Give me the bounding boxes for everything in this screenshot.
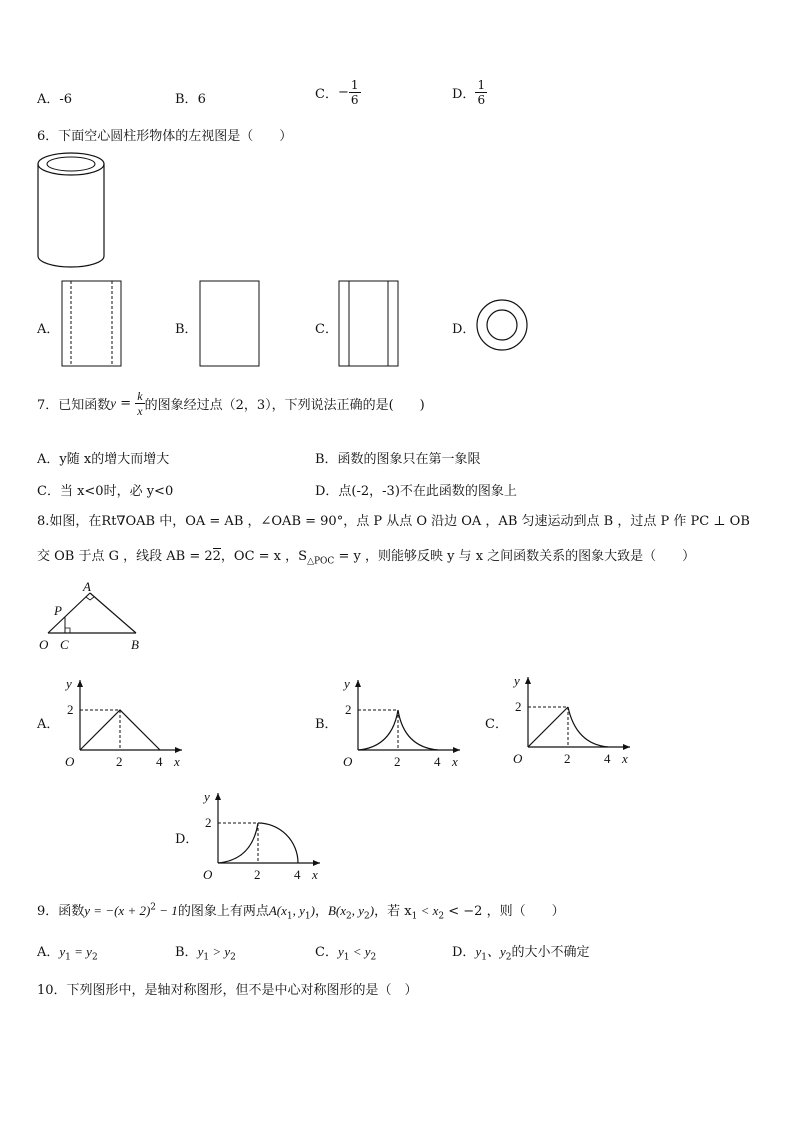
tick-x-4: 4 — [156, 754, 163, 769]
origin-label: O — [65, 754, 75, 769]
q8-line2: 交 OB 于点 G ，线段 AB = 22，OC = x ，$S_{\triangle POC} = y$ ，则能够反映 y 与 x 之间函数关系的图象大致是（ ） — [37, 549, 696, 567]
origin-label: O — [343, 754, 353, 769]
x-axis-label: x — [174, 754, 180, 769]
tick-x-2: 2 — [254, 867, 261, 882]
q5-option-d: D． $\frac{1}{6}$ — [452, 78, 486, 107]
y-axis-label: y — [204, 789, 210, 804]
fraction: $\frac{k}{x}$ — [137, 389, 143, 418]
q8-graph-d — [200, 788, 330, 888]
origin-label: O — [513, 751, 523, 766]
tick-2: 2 — [67, 702, 74, 717]
q9-option-a: A．$y_1 = y_2$ — [37, 944, 98, 963]
q7-option-a: A．y随 x的增大而增大 — [37, 452, 170, 467]
label-b: B — [131, 637, 139, 652]
q6-option-a-figure — [61, 280, 123, 368]
y-axis-label: y — [344, 676, 350, 691]
origin-label: O — [203, 867, 213, 882]
tick-x-4: 4 — [604, 751, 611, 766]
triangle-oab-figure — [36, 578, 156, 653]
q6-stem: 6．下面空心圆柱形物体的左视图是（ ） — [37, 129, 293, 144]
q8-option-d-label: D． — [175, 832, 199, 847]
q6-option-d-figure — [475, 298, 529, 352]
x-axis-label: x — [452, 754, 458, 769]
label-a: A — [83, 579, 91, 594]
q8-line1: 8.如图，在Rt∇OAB 中，OA = AB ，∠OAB = 90°，点 P 从点 O 沿边 OA ，AB 匀速运动到点 B ，过点 P 作 PC ⊥ OB — [37, 514, 750, 529]
q6-option-a-label: A． — [37, 322, 60, 337]
q7-option-d: D．点(-2，-3)不在此函数的图象上 — [315, 484, 517, 499]
q5-option-b: B．6 — [175, 92, 206, 107]
q6-option-b-figure — [199, 280, 261, 368]
tick-2: 2 — [205, 815, 212, 830]
label-p: P — [54, 603, 62, 618]
q8-option-c-label: C． — [485, 717, 508, 732]
tick-2: 2 — [515, 699, 522, 714]
tick-x-4: 4 — [294, 867, 301, 882]
tick-x-2: 2 — [394, 754, 401, 769]
label-c: C — [60, 637, 69, 652]
q10-stem: 10．下列图形中，是轴对称图形，但不是中心对称图形的是（ ） — [37, 983, 418, 998]
tick-2: 2 — [345, 702, 352, 717]
q8-option-a-label: A． — [37, 717, 60, 732]
fraction: $\frac{1}{6}$ — [350, 78, 359, 107]
q8-graph-b — [340, 675, 470, 775]
q7-stem: 7．已知函数y = $\frac{k}{x}$ 的图象经过点（2，3），下列说法正确的是( ) — [37, 389, 425, 418]
y-axis-label: y — [514, 673, 520, 688]
q6-option-c-figure — [338, 280, 400, 368]
q8-graph-c — [510, 672, 640, 772]
x-axis-label: x — [622, 751, 628, 766]
y-axis-label: y — [66, 676, 72, 691]
q6-option-b-label: B． — [175, 322, 198, 337]
q7-option-c: C．当 x<0时，必 y<0 — [37, 484, 174, 499]
hollow-cylinder-figure — [36, 150, 108, 272]
q5-option-a: A．-6 — [37, 92, 73, 107]
tick-x-2: 2 — [116, 754, 123, 769]
label-o: O — [39, 637, 49, 652]
q9-option-d: D．$y_1$、$y_2$的大小不确定 — [452, 944, 590, 963]
x-axis-label: x — [312, 867, 318, 882]
q9-option-b: B．$y_1 > y_2$ — [175, 944, 236, 963]
q9-stem: 9．函数$y = -(x + 2)^2 - 1$的图象上有两点$A(x_1$, $y_1$)，$B(x_2$, $y_2$)，若 $x_1 < x_2 < -2$ ，则（ ） — [37, 902, 565, 922]
tick-x-2: 2 — [564, 751, 571, 766]
q6-option-d-label: D． — [452, 322, 476, 337]
q8-option-b-label: B． — [315, 717, 338, 732]
fraction: $\frac{1}{6}$ — [477, 78, 486, 107]
q8-graph-a — [62, 675, 192, 775]
tick-x-4: 4 — [434, 754, 441, 769]
q9-option-c: C．$y_1 < y_2$ — [315, 944, 377, 963]
q6-option-c-label: C． — [315, 322, 338, 337]
q7-option-b: B．函数的图象只在第一象限 — [315, 452, 481, 467]
q5-option-c: C．− $\frac{1}{6}$ — [315, 78, 359, 107]
